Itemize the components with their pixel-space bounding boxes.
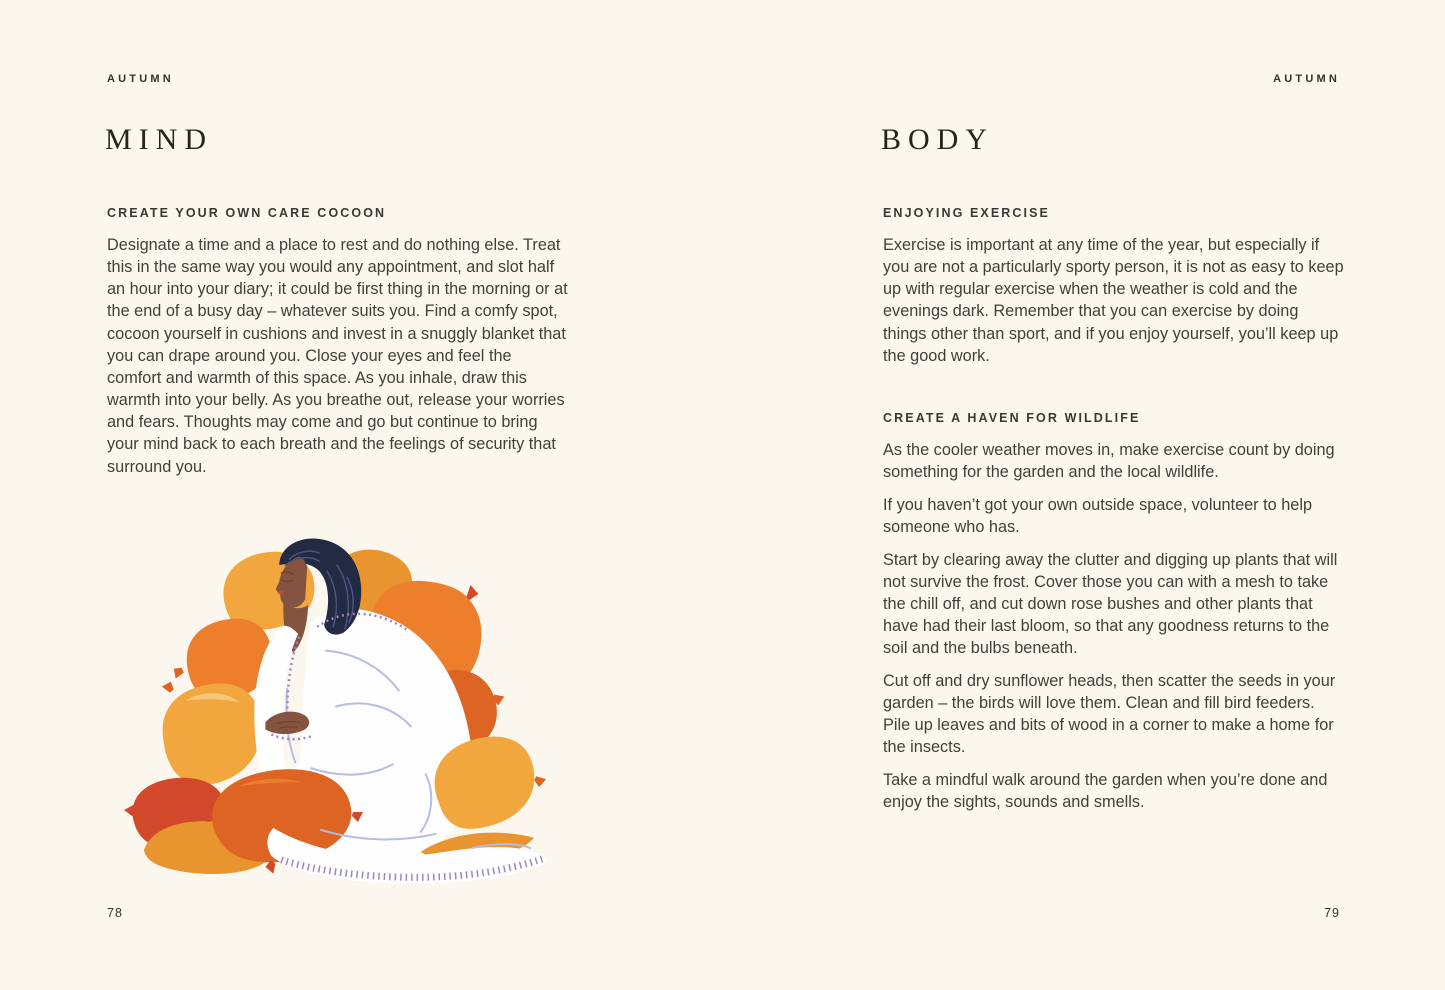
cushion-gold-left-diamond: [163, 683, 262, 784]
paragraph: As the cooler weather moves in, make exercise count by doing something for the garden and the local wildlife.: [883, 441, 1335, 482]
paragraph: Cut off and dry sunflower heads, then scatter the seeds in your garden – the birds will love them. Clean and fill bird feeders. Pile up leaves and bits of wood in a corner to make a home for the insects.: [883, 671, 1336, 757]
left-body-paragraph: Designate a time and a place to rest and do nothing else. Treat this in the same way you would any appointment, and slot half an hour into your diary; it could be first thing in the morning or at the end of a busy day – whatever suits you. Find a comfy spot, cocoon yourself in cushions and invest in a snuggly blanket that you can drape around you. Close your eyes and feel the comfort and warmth of this space. As you inhale, draw this warmth into your belly. As you breathe out, release your worries and fears. Thoughts may come and go but continue to bring your mind back to each breath and the feelings of security that surround you.: [107, 236, 568, 476]
paragraph: Start by clearing away the clutter and digging up plants that will not survive the frost. Cover those you can with a mesh to take the chill off, and cut down rose bushes and other plants that have had their last bloom, so that any goodness returns to the soil and the bulbs beneath.: [883, 550, 1338, 658]
left-page-title: MIND: [105, 123, 213, 156]
left-section-heading: CREATE YOUR OWN CARE COCOON: [107, 206, 387, 220]
paragraph: Take a mindful walk around the garden when you’re done and enjoy the sights, sounds and smells.: [883, 771, 1328, 812]
right-running-head: AUTUMN: [1273, 73, 1340, 85]
right-section-heading-1: ENJOYING EXERCISE: [883, 206, 1050, 220]
right-page-number: 79: [1324, 906, 1340, 920]
paragraph: If you haven’t got your own outside space, volunteer to help someone who has.: [883, 495, 1313, 536]
left-page-number: 78: [107, 906, 123, 920]
cocoon-illustration-svg: [122, 531, 570, 890]
right-section-heading-2: CREATE A HAVEN FOR WILDLIFE: [883, 411, 1141, 425]
paragraph: Exercise is important at any time of the year, but especially if you are not a particularly sporty person, it is not as easy to keep up with regular exercise when the weather is cold and the evenings dark. Remember that you can exercise by doing things other than sport, and if you enjoy yourself, you’ll keep up the good work.: [883, 236, 1344, 365]
cocoon-illustration: [122, 531, 570, 890]
left-running-head: AUTUMN: [107, 73, 174, 85]
right-section-2-body: [883, 439, 1346, 813]
right-page-title: BODY: [881, 123, 995, 156]
right-section-1-body: [883, 234, 1346, 367]
